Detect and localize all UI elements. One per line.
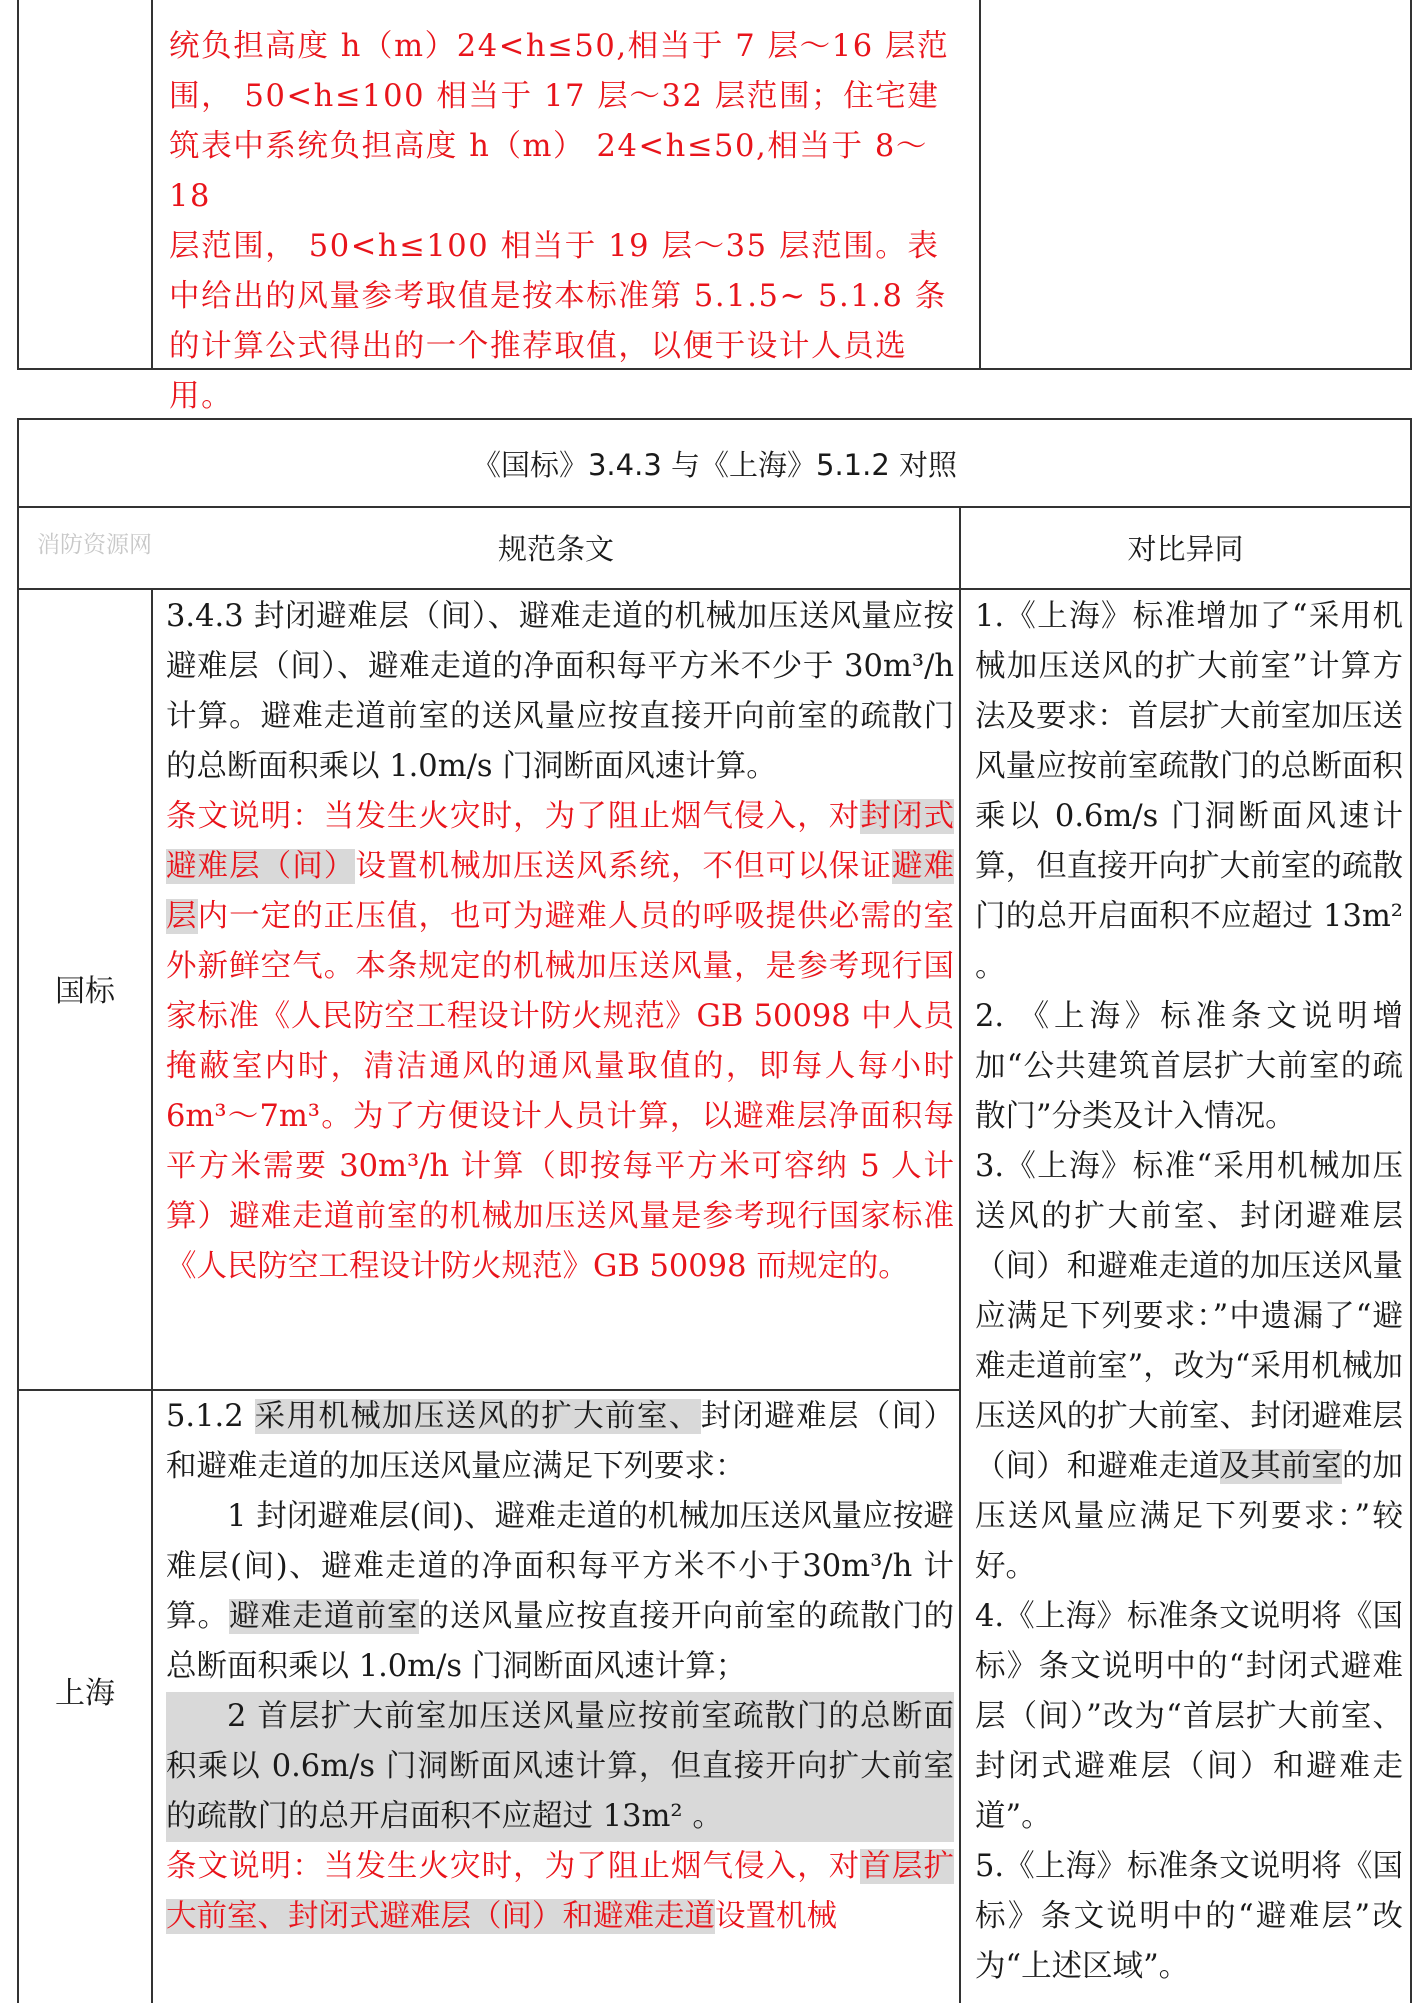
top-note-line: 中给出的风量参考取值是按本标准第 5.1.5~ 5.1.8 条 bbox=[169, 279, 947, 314]
shanghai-item-text: 的送风量应按直接开向前室的疏散门的总断面积乘以 1.0m/s 门洞断面风速计算； bbox=[166, 1599, 954, 1684]
shanghai-clause-text: 封闭避难层（间）和避难走道的加压送风量应满足下列要求： bbox=[166, 1399, 955, 1484]
shanghai-clause bbox=[166, 1392, 954, 1492]
row-label-shanghai: 上海 bbox=[55, 1676, 115, 1711]
shanghai-item-2: 2 首层扩大前室加压送风量应按前室疏散门的总断面积乘以 0.6m/s 门洞断面风速计算，但直接开向扩大前室的疏散门的总开启面积不应超过 13m² 。 bbox=[166, 1692, 954, 1842]
row-label-national: 国标 bbox=[55, 974, 115, 1009]
shanghai-item-text: 1 封闭避难层(间)、避难走道的机械加压送风量应按避难层(间)、避难走道的净面积每平方米不小于30m³/h 计算。 bbox=[166, 1499, 954, 1634]
top-note-table bbox=[17, 0, 1412, 414]
shanghai-explain-text: 设置机械 bbox=[715, 1899, 837, 1934]
compare-text: 的加压送风量应满足下列要求：”较好。 bbox=[975, 1449, 1404, 1584]
top-note-line: 用。 bbox=[169, 379, 234, 414]
compare-point-1: 1.《上海》标准增加了“采用机械加压送风的扩大前室”计算方法及要求：首层扩大前室加压送风量应按前室疏散门的总断面积乘以 0.6m/s 门洞断面风速计算，但直接开向扩大前室的疏散门的总开启面积不应超过 13m² 。 bbox=[975, 599, 1403, 984]
top-note-text bbox=[169, 22, 969, 422]
shanghai-explanation bbox=[166, 1842, 954, 1942]
compare-point-4: 4.《上海》标准条文说明将《国标》条文说明中的“封闭式避难层（间）”改为“首层扩大前室、封闭式避难层（间）和避难走道”。 bbox=[975, 1599, 1403, 1834]
national-explain-text: 条文说明：当发生火灾时，为了阻止烟气侵入，对 bbox=[166, 799, 861, 834]
compare-cell bbox=[975, 592, 1403, 1992]
shanghai-clause-number: 5.1.2 bbox=[166, 1399, 255, 1434]
national-explain-highlight: 封闭式避难层（间） bbox=[166, 799, 954, 884]
top-note-line: 的计算公式得出的一个推荐取值，以便于设计人员选 bbox=[169, 329, 908, 364]
compare-highlight: 及其前室 bbox=[1219, 1449, 1342, 1484]
national-clause: 3.4.3 封闭避难层（间）、避难走道的机械加压送风量应按避难层（间）、避难走道的净面积每平方米不少于 30m³/h 计算。避难走道前室的送风量应按直接开向前室的疏散门的总断面积乘以 1.0m/s 门洞断面风速计算。 bbox=[166, 599, 954, 784]
national-explain-text: 设置机械加压送风系统，不但可以保证 bbox=[355, 849, 892, 884]
header-compare: 对比异同 bbox=[1127, 532, 1244, 566]
top-note-line: 统负担高度 h（m）24<h≤50,相当于 7 层～16 层范 bbox=[169, 29, 950, 64]
shanghai-item-1 bbox=[166, 1492, 954, 1692]
compare-point-5: 5.《上海》标准条文说明将《国标》条文说明中的“避难层”改为“上述区域”。 bbox=[975, 1849, 1403, 1984]
national-explanation bbox=[166, 792, 954, 1292]
top-note-line: 筑表中系统负担高度 h（m） 24<h≤50,相当于 8～18 bbox=[169, 129, 929, 214]
shanghai-explain-highlight: 首层扩大前室、封闭式避难层（间）和避难走道 bbox=[166, 1849, 954, 1934]
national-explain-highlight: 避难层 bbox=[166, 849, 954, 934]
compare-text: 3.《上海》标准“采用机械加压送风的扩大前室、封闭避难层（间）和避难走道的加压送风量应满足下列要求：”中遗漏了“避难走道前室”，改为“采用机械加压送风的扩大前室、封闭避难层（间）和避难走道 bbox=[975, 1149, 1403, 1484]
compare-point-2: 2. 《上海》标准条文说明增加“公共建筑首层扩大前室的疏散门”分类及计入情况。 bbox=[975, 999, 1403, 1134]
top-note-line: 层范围， 50<h≤100 相当于 19 层～35 层范围。表 bbox=[169, 229, 940, 264]
national-explain-text: 内一定的正压值，也可为避难人员的呼吸提供必需的室外新鲜空气。本条规定的机械加压送风量，是参考现行国家标准《人民防空工程设计防火规范》GB 50098 中人员掩蔽室内时，清洁通风的通风量取值的，即每人每小时 6m³～7m³。为了方便设计人员计算，以避难层净面积每平方米需要 30m³/h 计算（即按每平方米可容纳 5 人计算）避难走道前室的机械加压送风量是参考现行国家标准《人民防空工程设计防火规范》GB 50098 而规定的。 bbox=[166, 899, 954, 1284]
top-note-line: 围， 50<h≤100 相当于 17 层～32 层范围；住宅建 bbox=[169, 79, 940, 114]
comparison-table bbox=[17, 418, 1412, 2003]
watermark: 消防资源网 bbox=[37, 532, 152, 558]
shanghai-clause-highlight: 采用机械加压送风的扩大前室、 bbox=[254, 1399, 701, 1434]
national-clause-cell bbox=[166, 592, 954, 1292]
compare-point-3 bbox=[975, 1142, 1403, 1592]
table-title: 《国标》3.4.3 与《上海》5.1.2 对照 bbox=[471, 448, 957, 482]
shanghai-item-highlight: 避难走道前室 bbox=[229, 1599, 419, 1634]
shanghai-explain-text: 条文说明：当发生火灾时，为了阻止烟气侵入，对 bbox=[166, 1849, 861, 1884]
header-clause: 规范条文 bbox=[497, 532, 614, 566]
shanghai-clause-cell bbox=[166, 1392, 954, 1942]
